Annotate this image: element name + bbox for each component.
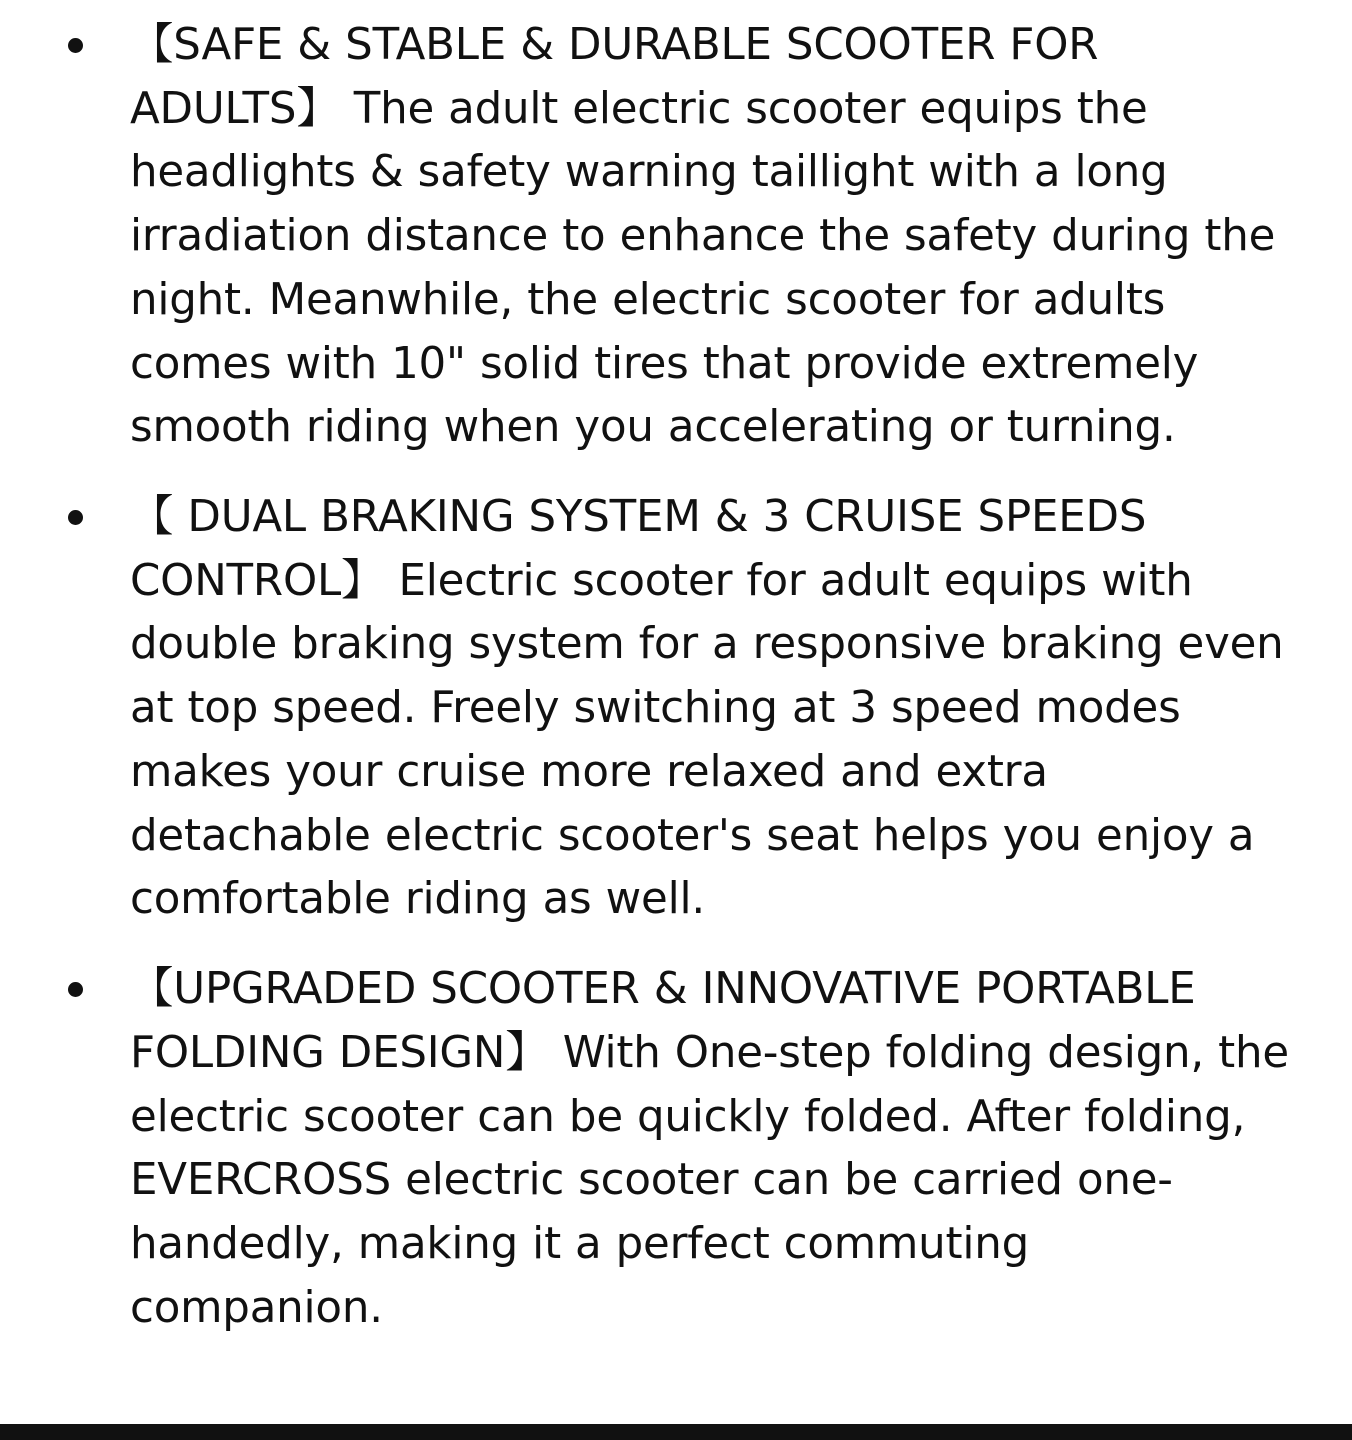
bullet-icon [68,982,83,997]
list-item [38,486,1292,932]
feature-text: 【UPGRADED SCOOTER & INNOVATIVE PORTABLE FOLDING DESIGN】 With One-step folding design, the electric scooter can be quickly folded. After folding, EVERCROSS electric scooter can be carried one-handedly, making it a perfect commuting companion. [130,964,1289,1333]
bullet-icon [68,38,83,53]
list-item [38,14,1292,460]
feature-text: 【 DUAL BRAKING SYSTEM & 3 CRUISE SPEEDS CONTROL】 Electric scooter for adult equips with double braking system for a responsive braking even at top speed. Freely switching at 3 speed modes makes your cruise more relaxed and extra detachable electric scooter's seat helps you enjoy a comfortable riding as well. [130,492,1284,925]
feature-bullet-list [38,14,1292,1340]
bullet-icon [68,510,83,525]
list-item [38,958,1292,1340]
feature-text: 【SAFE & STABLE & DURABLE SCOOTER FOR ADULTS】 The adult electric scooter equips the headlights & safety warning taillight with a long irradiation distance to enhance the safety during the night. Meanwhile, the electric scooter for adults comes with 10" solid tires that provide extremely smooth riding when you accelerating or turning. [130,20,1276,453]
bottom-divider-bar [0,1424,1352,1440]
